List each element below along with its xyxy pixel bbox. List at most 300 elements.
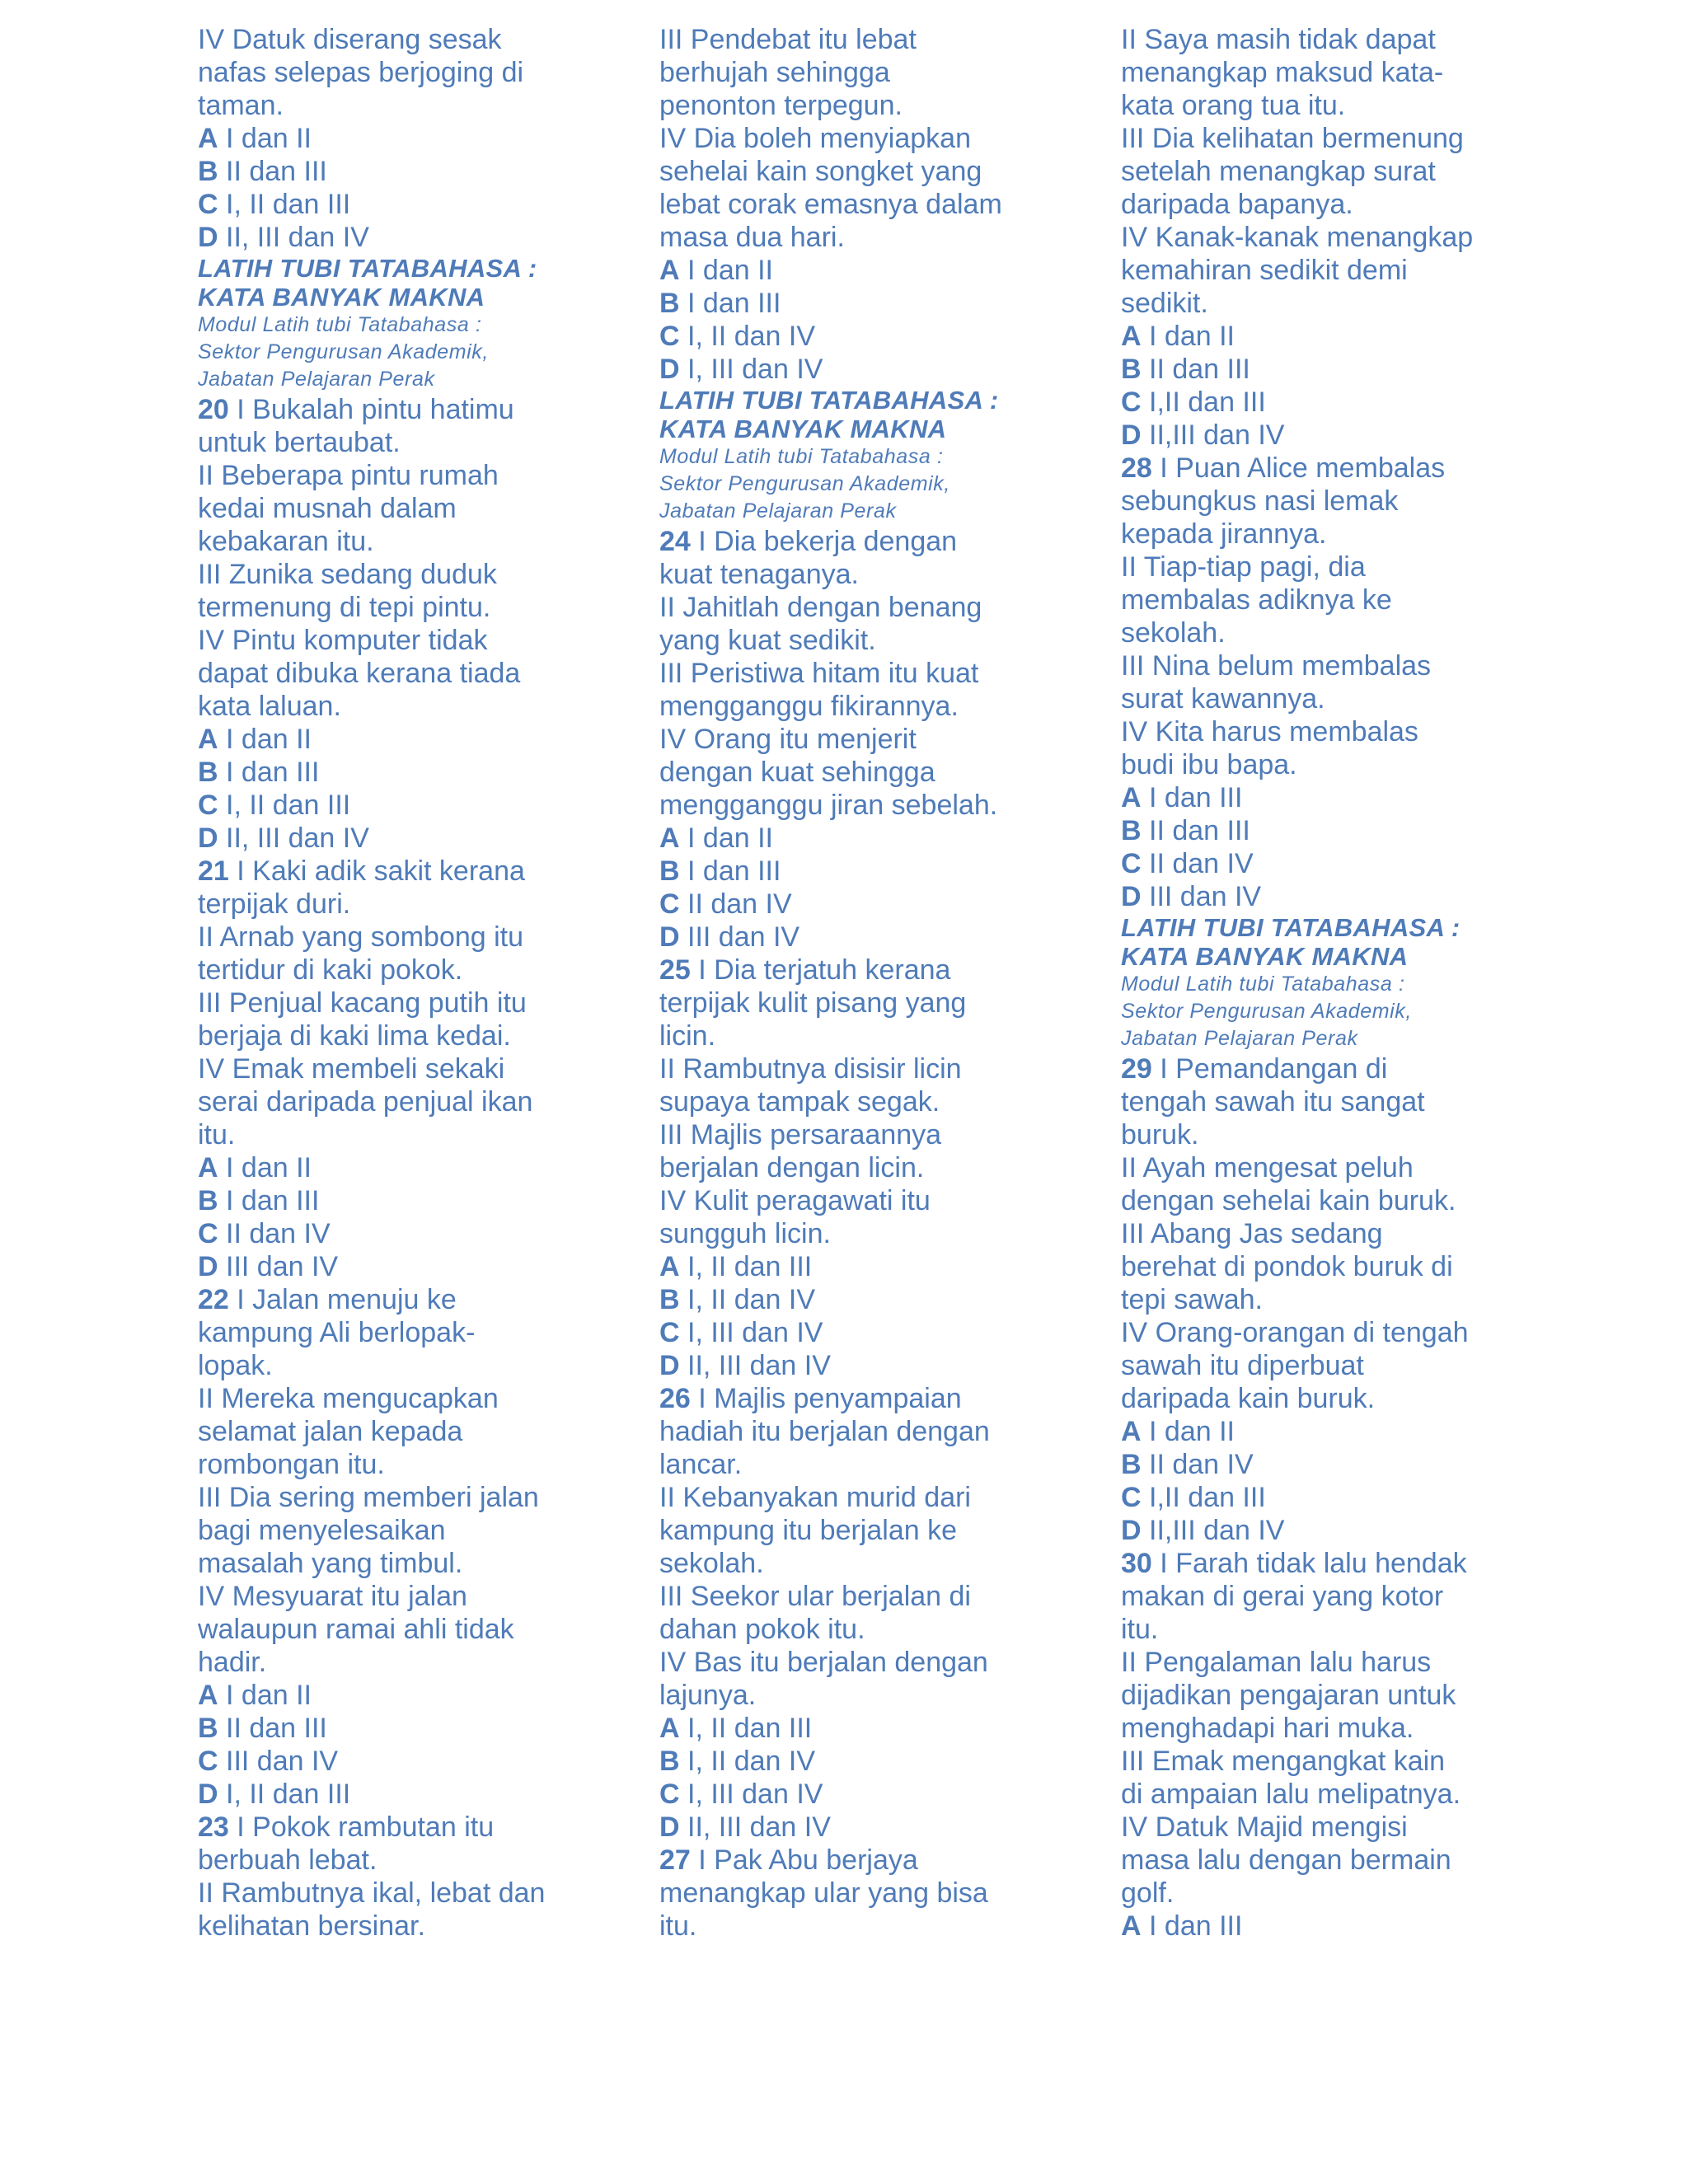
- line-text: I, II dan III: [226, 1779, 351, 1810]
- section-heading: KATA BANYAK MAKNA: [659, 415, 947, 443]
- text-line: [198, 23, 577, 56]
- question-number: 29: [1121, 1053, 1152, 1085]
- option-letter: D: [659, 921, 680, 953]
- line-text: kata orang tua itu.: [1121, 90, 1346, 121]
- text-line: [659, 89, 1039, 122]
- answer-option: [1121, 880, 1500, 913]
- line-text: II, III dan IV: [226, 823, 369, 854]
- question-line: [198, 1283, 577, 1316]
- text-line: [198, 657, 577, 690]
- option-letter: B: [1121, 354, 1142, 385]
- line-text: sekolah.: [1121, 617, 1226, 649]
- line-text: hadiah itu berjalan dengan: [659, 1416, 990, 1447]
- answer-option: [659, 287, 1039, 320]
- line-text: I, II dan IV: [687, 1746, 815, 1777]
- option-letter: D: [1121, 1515, 1142, 1546]
- answer-option: [198, 1184, 577, 1217]
- answer-option: [198, 188, 577, 221]
- question-line: [1121, 452, 1500, 485]
- source-note: Jabatan Pelajaran Perak: [659, 499, 897, 523]
- line-text: sekolah.: [659, 1548, 764, 1579]
- answer-option: [198, 221, 577, 254]
- line-text: III Majlis persaraannya: [659, 1119, 942, 1151]
- answer-option: [198, 155, 577, 188]
- text-line: [659, 1019, 1039, 1052]
- column-1: [198, 23, 577, 1943]
- line-text: kepada jirannya.: [1121, 518, 1327, 550]
- option-letter: D: [1121, 419, 1142, 451]
- line-text: II dan III: [226, 156, 327, 187]
- line-text: III Abang Jas sedang: [1121, 1218, 1383, 1249]
- line-text: III dan IV: [226, 1251, 339, 1282]
- question-line: [1121, 1547, 1500, 1580]
- text-line: [198, 1613, 577, 1646]
- answer-option: [198, 122, 577, 155]
- line-text: lebat corak emasnya dalam: [659, 189, 1002, 220]
- text-line: [198, 1118, 577, 1151]
- line-text: II Rambutnya disisir licin: [659, 1053, 962, 1085]
- line-text: III dan IV: [687, 921, 800, 953]
- line-text: I dan II: [1149, 1416, 1235, 1447]
- line-text: berjalan dengan licin.: [659, 1152, 925, 1183]
- text-line: [198, 1085, 577, 1118]
- text-line: [198, 987, 577, 1019]
- text-line: [659, 756, 1039, 789]
- line-text: mengganggu fikirannya.: [659, 691, 959, 722]
- text-line: [198, 1646, 577, 1679]
- question-number: 23: [198, 1811, 229, 1843]
- line-text: kemahiran sedikit demi: [1121, 255, 1408, 286]
- line-text: setelah menangkap surat: [1121, 156, 1436, 187]
- line-text: daripada kain buruk.: [1121, 1383, 1376, 1414]
- question-line: [198, 393, 577, 426]
- line-text: itu.: [1121, 1614, 1159, 1645]
- option-letter: D: [659, 354, 680, 385]
- text-line: [1121, 1349, 1500, 1382]
- question-line: [659, 1382, 1039, 1415]
- text-line: [1121, 122, 1500, 155]
- line-text: I, II dan III: [226, 790, 351, 821]
- text-line: [198, 1910, 577, 1943]
- line-text: II,III dan IV: [1149, 419, 1285, 451]
- line-text: I, II dan IV: [687, 1284, 815, 1315]
- line-text: bagi menyelesaikan: [198, 1515, 446, 1546]
- answer-option: [1121, 847, 1500, 880]
- line-text: penonton terpegun.: [659, 90, 903, 121]
- source-note: Sektor Pengurusan Akademik,: [1121, 1000, 1412, 1023]
- line-text: III Zunika sedang duduk: [198, 559, 497, 590]
- line-text: I dan II: [226, 123, 312, 154]
- line-text: berbuah lebat.: [198, 1844, 377, 1876]
- text-line: [198, 1316, 577, 1349]
- answer-option: [198, 1712, 577, 1745]
- question-line: [1121, 1052, 1500, 1085]
- answer-option: [1121, 1415, 1500, 1448]
- line-text: II dan III: [226, 1713, 327, 1744]
- text-line: [198, 525, 577, 558]
- line-text: kuat tenaganya.: [659, 559, 859, 590]
- text-line: [1121, 1316, 1500, 1349]
- answer-option: [198, 1778, 577, 1811]
- line-text: nafas selepas berjoging di: [198, 57, 524, 88]
- line-text: mengganggu jiran sebelah.: [659, 790, 998, 821]
- text-line: [198, 1514, 577, 1547]
- text-line: [198, 1382, 577, 1415]
- line-text: I dan II: [226, 724, 312, 755]
- line-text: III Dia sering memberi jalan: [198, 1482, 539, 1513]
- section-heading: KATA BANYAK MAKNA: [1121, 942, 1409, 971]
- text-line: [198, 492, 577, 525]
- line-text: lopak.: [198, 1350, 273, 1381]
- text-line: [659, 1052, 1039, 1085]
- text-line: [1121, 1613, 1500, 1646]
- line-text: I dan III: [687, 288, 781, 319]
- option-letter: D: [198, 1251, 218, 1282]
- option-letter: A: [1121, 321, 1142, 352]
- text-line: [198, 89, 577, 122]
- source-note: Modul Latih tubi Tatabahasa :: [1121, 972, 1405, 996]
- line-text: terpijak duri.: [198, 888, 351, 920]
- line-text: II Mereka mengucapkan: [198, 1383, 499, 1414]
- text-line: [659, 591, 1039, 624]
- section-heading: LATIH TUBI TATABAHASA :: [198, 254, 537, 283]
- line-text: itu.: [198, 1119, 236, 1151]
- line-text: selamat jalan kepada: [198, 1416, 463, 1447]
- text-line: [198, 921, 577, 954]
- text-line: [1121, 715, 1500, 748]
- line-text: I Pemandangan di: [1160, 1053, 1388, 1085]
- line-text: I Jalan menuju ke: [237, 1284, 457, 1315]
- option-letter: C: [198, 1218, 218, 1249]
- answer-option: [659, 921, 1039, 954]
- option-letter: A: [659, 1251, 680, 1282]
- answer-option: [198, 756, 577, 789]
- line-text: II dan IV: [1149, 1449, 1254, 1480]
- text-line: [198, 1844, 577, 1877]
- text-line: [1121, 748, 1500, 781]
- line-text: III dan IV: [1149, 881, 1262, 912]
- line-text: III Seekor ular berjalan di: [659, 1581, 971, 1612]
- option-letter: A: [1121, 1910, 1142, 1942]
- line-text: I dan II: [226, 1152, 312, 1183]
- line-text: masalah yang timbul.: [198, 1548, 463, 1579]
- text-line: [1121, 649, 1500, 682]
- text-line: [198, 1547, 577, 1580]
- source-note: Sektor Pengurusan Akademik,: [198, 340, 489, 363]
- line-text: kebakaran itu.: [198, 526, 374, 557]
- option-letter: C: [198, 790, 218, 821]
- answer-option: [659, 1349, 1039, 1382]
- text-line: [659, 1679, 1039, 1712]
- line-text: I, II dan III: [687, 1251, 813, 1282]
- text-line: [659, 723, 1039, 756]
- question-number: 24: [659, 526, 691, 557]
- line-text: menghadapi hari muka.: [1121, 1713, 1414, 1744]
- line-text: II Jahitlah dengan benang: [659, 592, 982, 623]
- option-letter: C: [198, 189, 218, 220]
- line-text: lancar.: [659, 1449, 743, 1480]
- question-number: 21: [198, 855, 229, 887]
- line-text: menangkap maksud kata-: [1121, 57, 1444, 88]
- line-text: III Emak mengangkat kain: [1121, 1746, 1446, 1777]
- line-text: I,II dan III: [1149, 387, 1266, 418]
- line-text: golf.: [1121, 1877, 1175, 1909]
- option-letter: B: [659, 1746, 680, 1777]
- text-line: [659, 221, 1039, 254]
- option-letter: C: [659, 1779, 680, 1810]
- text-line: [659, 1613, 1039, 1646]
- option-letter: B: [198, 1713, 218, 1744]
- text-line: [198, 1877, 577, 1910]
- text-line: [1121, 1118, 1500, 1151]
- line-text: II Ayah mengesat peluh: [1121, 1152, 1414, 1183]
- line-text: II Kebanyakan murid dari: [659, 1482, 971, 1513]
- line-text: kelihatan bersinar.: [198, 1910, 425, 1942]
- question-line: [659, 525, 1039, 558]
- line-text: budi ibu bapa.: [1121, 749, 1297, 780]
- line-text: I, II dan III: [687, 1713, 813, 1744]
- line-text: III Dia kelihatan bermenung: [1121, 123, 1464, 154]
- option-letter: D: [659, 1811, 680, 1843]
- text-line: [1121, 1745, 1500, 1778]
- line-text: IV Emak membeli sekaki: [198, 1053, 505, 1085]
- text-line: [659, 1448, 1039, 1481]
- text-line: [659, 1580, 1039, 1613]
- answer-option: [1121, 781, 1500, 814]
- question-line: [659, 1844, 1039, 1877]
- line-text: II Tiap-tiap pagi, dia: [1121, 551, 1366, 583]
- line-text: II dan III: [1149, 815, 1250, 846]
- text-line: [659, 1481, 1039, 1514]
- line-text: I dan II: [226, 1680, 312, 1711]
- text-line: [1121, 1778, 1500, 1811]
- text-line: [1121, 1085, 1500, 1118]
- source-note: Modul Latih tubi Tatabahasa :: [659, 445, 944, 468]
- line-text: licin.: [659, 1020, 716, 1052]
- text-line: [659, 23, 1039, 56]
- line-text: II, III dan IV: [226, 222, 369, 253]
- text-line: [1121, 551, 1500, 583]
- line-text: tertidur di kaki pokok.: [198, 954, 463, 986]
- text-line: [659, 1184, 1039, 1217]
- option-letter: A: [659, 1713, 680, 1744]
- line-text: menangkap ular yang bisa: [659, 1877, 988, 1909]
- line-text: II dan III: [1149, 354, 1250, 385]
- text-line: [198, 558, 577, 591]
- text-line: [659, 789, 1039, 822]
- option-letter: D: [1121, 881, 1142, 912]
- line-text: I Pak Abu berjaya: [698, 1844, 918, 1876]
- text-line: [198, 888, 577, 921]
- line-text: masa dua hari.: [659, 222, 845, 253]
- text-line: [659, 987, 1039, 1019]
- line-text: II Saya masih tidak dapat: [1121, 24, 1436, 55]
- text-line: [198, 690, 577, 723]
- option-letter: D: [659, 1350, 680, 1381]
- option-letter: B: [659, 1284, 680, 1315]
- option-letter: C: [1121, 1482, 1142, 1513]
- line-text: II dan IV: [226, 1218, 331, 1249]
- text-line: [198, 1052, 577, 1085]
- answer-option: [198, 1679, 577, 1712]
- column-3: [1121, 23, 1500, 1943]
- option-letter: B: [198, 156, 218, 187]
- answer-option: [659, 1250, 1039, 1283]
- question-number: 26: [659, 1383, 691, 1414]
- line-text: I dan II: [1149, 321, 1235, 352]
- line-text: I, III dan IV: [687, 1317, 823, 1348]
- question-number: 25: [659, 954, 691, 986]
- line-text: tengah sawah itu sangat: [1121, 1086, 1425, 1118]
- text-line: [1121, 1184, 1500, 1217]
- text-line: [659, 1646, 1039, 1679]
- line-text: untuk bertaubat.: [198, 427, 401, 458]
- line-text: berhujah sehingga: [659, 57, 890, 88]
- line-text: IV Dia boleh menyiapkan: [659, 123, 972, 154]
- text-line: [1121, 287, 1500, 320]
- text-line: [659, 1877, 1039, 1910]
- text-line: [659, 1217, 1039, 1250]
- line-text: buruk.: [1121, 1119, 1199, 1151]
- text-line: [1121, 23, 1500, 56]
- answer-option: [659, 1283, 1039, 1316]
- column-2: [659, 23, 1039, 1943]
- text-line: [659, 1514, 1039, 1547]
- text-line: [1121, 56, 1500, 89]
- line-text: III Pendebat itu lebat: [659, 24, 917, 55]
- text-line: [1121, 1811, 1500, 1844]
- option-letter: C: [1121, 387, 1142, 418]
- text-line: [1121, 1679, 1500, 1712]
- question-number: 30: [1121, 1548, 1152, 1579]
- option-letter: B: [198, 757, 218, 788]
- text-line: [198, 56, 577, 89]
- option-letter: C: [659, 888, 680, 920]
- text-line: [659, 624, 1039, 657]
- text-line: [659, 155, 1039, 188]
- text-line: [1121, 155, 1500, 188]
- text-line: [659, 188, 1039, 221]
- option-letter: C: [1121, 848, 1142, 879]
- line-text: lajunya.: [659, 1680, 757, 1711]
- line-text: III Peristiwa hitam itu kuat: [659, 658, 979, 689]
- source-note: Modul Latih tubi Tatabahasa :: [198, 313, 482, 336]
- line-text: IV Mesyuarat itu jalan: [198, 1581, 467, 1612]
- text-line: [1121, 1646, 1500, 1679]
- option-letter: C: [659, 321, 680, 352]
- source-note: Jabatan Pelajaran Perak: [1121, 1027, 1358, 1050]
- line-text: dahan pokok itu.: [659, 1614, 865, 1645]
- answer-option: [1121, 814, 1500, 847]
- line-text: kampung itu berjalan ke: [659, 1515, 958, 1546]
- line-text: kata laluan.: [198, 691, 341, 722]
- text-line: [1121, 1580, 1500, 1613]
- text-line: [198, 1415, 577, 1448]
- text-line: [1121, 1844, 1500, 1877]
- answer-option: [198, 1250, 577, 1283]
- line-text: IV Kita harus membalas: [1121, 716, 1418, 748]
- line-text: II, III dan IV: [687, 1811, 831, 1843]
- line-text: I, II dan IV: [687, 321, 815, 352]
- answer-option: [659, 353, 1039, 386]
- question-line: [659, 954, 1039, 987]
- option-letter: B: [659, 288, 680, 319]
- answer-option: [659, 855, 1039, 888]
- line-text: IV Kanak-kanak menangkap: [1121, 222, 1474, 253]
- option-letter: A: [198, 123, 218, 154]
- line-text: I dan III: [687, 855, 781, 887]
- option-letter: A: [659, 255, 680, 286]
- line-text: berehat di pondok buruk di: [1121, 1251, 1453, 1282]
- option-letter: A: [198, 1152, 218, 1183]
- option-letter: A: [1121, 1416, 1142, 1447]
- text-line: [198, 1019, 577, 1052]
- option-letter: D: [198, 1779, 218, 1810]
- line-text: I dan II: [687, 255, 773, 286]
- text-line: [1121, 616, 1500, 649]
- answer-option: [198, 822, 577, 855]
- line-text: dengan sehelai kain buruk.: [1121, 1185, 1456, 1216]
- answer-option: [659, 1745, 1039, 1778]
- answer-option: [659, 822, 1039, 855]
- question-line: [198, 855, 577, 888]
- line-text: IV Datuk Majid mengisi: [1121, 1811, 1408, 1843]
- section-heading: LATIH TUBI TATABAHASA :: [659, 386, 999, 415]
- line-text: termenung di tepi pintu.: [198, 592, 491, 623]
- text-line: [198, 1481, 577, 1514]
- source-note: Sektor Pengurusan Akademik,: [659, 472, 950, 495]
- line-text: terpijak kulit pisang yang: [659, 987, 967, 1019]
- line-text: I Pokok rambutan itu: [237, 1811, 495, 1843]
- line-text: sedikit.: [1121, 288, 1208, 319]
- text-line: [1121, 518, 1500, 551]
- answer-option: [198, 1745, 577, 1778]
- answer-option: [1121, 1448, 1500, 1481]
- line-text: rombongan itu.: [198, 1449, 385, 1480]
- line-text: I dan III: [226, 1185, 320, 1216]
- option-letter: A: [198, 724, 218, 755]
- line-text: sebungkus nasi lemak: [1121, 485, 1399, 517]
- line-text: yang kuat sedikit.: [659, 625, 876, 656]
- line-text: II, III dan IV: [687, 1350, 831, 1381]
- answer-option: [659, 1712, 1039, 1745]
- text-line: [1121, 1151, 1500, 1184]
- text-line: [1121, 254, 1500, 287]
- answer-option: [1121, 419, 1500, 452]
- text-line: [198, 1448, 577, 1481]
- line-text: taman.: [198, 90, 284, 121]
- text-line: [198, 426, 577, 459]
- line-text: I Bukalah pintu hatimu: [237, 394, 514, 425]
- option-letter: A: [659, 823, 680, 854]
- option-letter: B: [198, 1185, 218, 1216]
- line-text: II Pengalaman lalu harus: [1121, 1647, 1432, 1678]
- section-heading: LATIH TUBI TATABAHASA :: [1121, 913, 1461, 942]
- line-text: I,II dan III: [1149, 1482, 1266, 1513]
- line-text: I Kaki adik sakit kerana: [237, 855, 525, 887]
- line-text: kampung Ali berlopak-: [198, 1317, 476, 1348]
- option-letter: D: [198, 823, 218, 854]
- text-line: [1121, 682, 1500, 715]
- answer-option: [198, 1217, 577, 1250]
- line-text: I dan III: [1149, 782, 1243, 813]
- text-line: [659, 1547, 1039, 1580]
- line-text: III Nina belum membalas: [1121, 650, 1432, 682]
- line-text: daripada bapanya.: [1121, 189, 1353, 220]
- line-text: dijadikan pengajaran untuk: [1121, 1680, 1456, 1711]
- line-text: membalas adiknya ke: [1121, 584, 1392, 616]
- question-number: 20: [198, 394, 229, 425]
